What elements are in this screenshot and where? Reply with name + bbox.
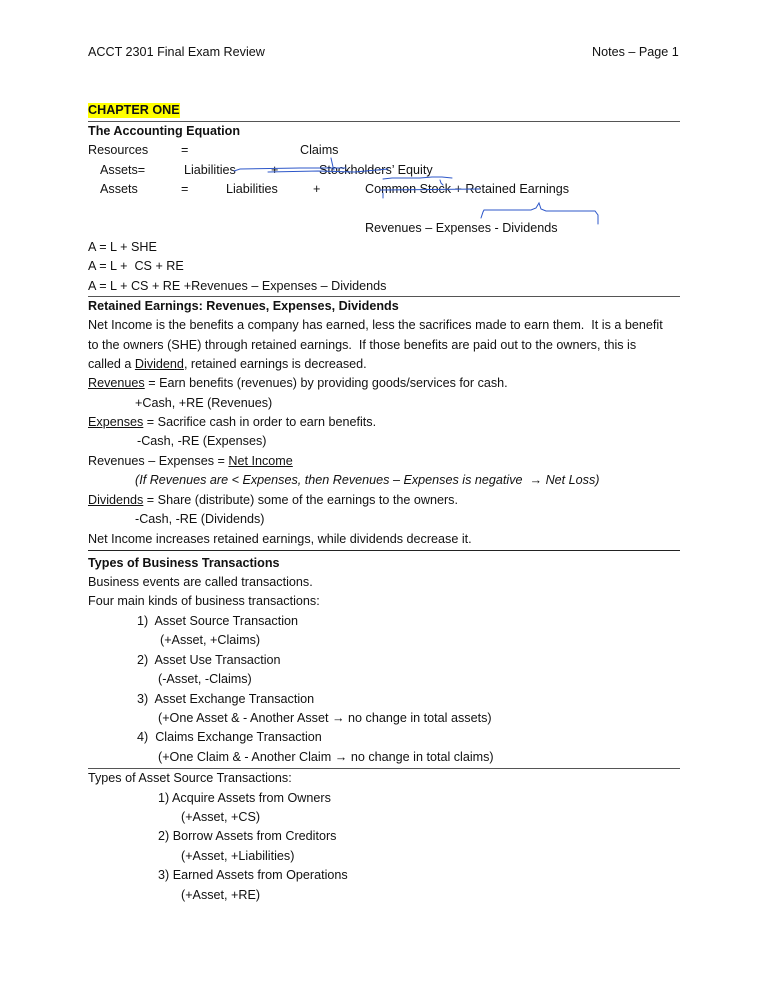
eq-row1-equals: = [181, 143, 189, 157]
list-item-detail: (+One Claim & - Another Claim → no change in total claims) [158, 750, 494, 764]
list-item: 2) Asset Use Transaction [137, 653, 281, 667]
revenues-effect: +Cash, +RE (Revenues) [135, 396, 273, 410]
list-item-detail: (+One Asset & - Another Asset → no change in total assets) [158, 711, 492, 725]
divider [88, 550, 680, 551]
transactions-intro-1: Business events are called transactions. [88, 575, 313, 589]
list-item-detail: (+Asset, +Liabilities) [181, 849, 295, 863]
ink-bracket-she [383, 177, 452, 198]
list-item: 3) Asset Exchange Transaction [137, 692, 315, 706]
re-paragraph-line2: to the owners (SHE) through retained earnings. If those benefits are paid out to the owners, this is [88, 338, 637, 352]
eq-row3-equals: = [181, 182, 189, 196]
term-expenses: Expenses [88, 415, 144, 429]
section-title-accounting-equation: The Accounting Equation [88, 124, 241, 138]
eq-row3-plus: + [313, 182, 321, 196]
equation-1: A = L + SHE [88, 240, 157, 254]
chapter-heading: CHAPTER ONE [88, 103, 180, 117]
equation-3: A = L + CS + RE +Revenues – Expenses – Dividends [88, 279, 387, 293]
revenues-definition: Revenues = Earn benefits (revenues) by providing goods/services for cash. [88, 376, 508, 390]
section-title-business-transactions: Types of Business Transactions [88, 556, 280, 570]
divider [88, 768, 680, 769]
term-dividends: Dividends [88, 493, 144, 507]
list-item-detail: (+Asset, +RE) [181, 888, 261, 902]
ink-bracket-claims [234, 158, 346, 171]
eq-row2-stockholders-equity: Stockholders’ Equity [319, 163, 433, 177]
list-item-detail: (-Asset, -Claims) [158, 672, 252, 686]
net-income-definition: Revenues – Expenses = Net Income [88, 454, 293, 468]
term-revenues: Revenues [88, 376, 145, 390]
ink-strike-she [268, 169, 388, 172]
eq-row1-resources: Resources [88, 143, 149, 157]
list-item-detail: (+Asset, +Claims) [160, 633, 261, 647]
eq-row2-plus: + [271, 163, 279, 177]
section-title-asset-source: Types of Asset Source Transactions: [88, 771, 292, 785]
eq-row3-assets: Assets [100, 182, 138, 196]
header-course-title: ACCT 2301 Final Exam Review [88, 45, 265, 59]
list-item: 1) Acquire Assets from Owners [158, 791, 331, 805]
eq-row2-liabilities: Liabilities [184, 163, 236, 177]
eq-row3-cs-re: Common Stock + Retained Earnings [365, 182, 570, 196]
equation-2: A = L + CS + RE [88, 259, 184, 273]
eq-row2-assets: Assets= [100, 163, 146, 177]
re-paragraph-line3: called a Dividend, retained earnings is decreased. [88, 357, 367, 371]
expenses-effect: -Cash, -RE (Expenses) [137, 434, 267, 448]
net-loss-note: (If Revenues are < Expenses, then Revenues – Expenses is negative → Net Loss) [135, 473, 600, 487]
eq-row3-liabilities: Liabilities [226, 182, 278, 196]
ink-bracket-re [481, 203, 598, 224]
list-item: 3) Earned Assets from Operations [158, 868, 348, 882]
re-summary: Net Income increases retained earnings, while dividends decrease it. [88, 532, 472, 546]
dividends-effect: -Cash, -RE (Dividends) [135, 512, 265, 526]
term-net-income: Net Income [228, 454, 293, 468]
eq-row4-re-components: Revenues – Expenses - Dividends [365, 221, 558, 235]
re-paragraph-line1: Net Income is the benefits a company has earned, less the sacrifices made to earn them. It is a benefit [88, 318, 663, 332]
list-item: 1) Asset Source Transaction [137, 614, 299, 628]
eq-row1-claims: Claims [300, 143, 339, 157]
section-title-retained-earnings: Retained Earnings: Revenues, Expenses, Dividends [88, 299, 399, 313]
dividends-definition: Dividends = Share (distribute) some of the earnings to the owners. [88, 493, 458, 507]
term-dividend: Dividend [134, 357, 184, 371]
header-page-label: Notes – Page 1 [592, 45, 679, 59]
list-item: 2) Borrow Assets from Creditors [158, 829, 337, 843]
list-item: 4) Claims Exchange Transaction [137, 730, 322, 744]
transactions-intro-2: Four main kinds of business transactions: [88, 594, 320, 608]
expenses-definition: Expenses = Sacrifice cash in order to earn benefits. [88, 415, 377, 429]
list-item-detail: (+Asset, +CS) [181, 810, 261, 824]
ink-strike-cs [380, 189, 480, 190]
